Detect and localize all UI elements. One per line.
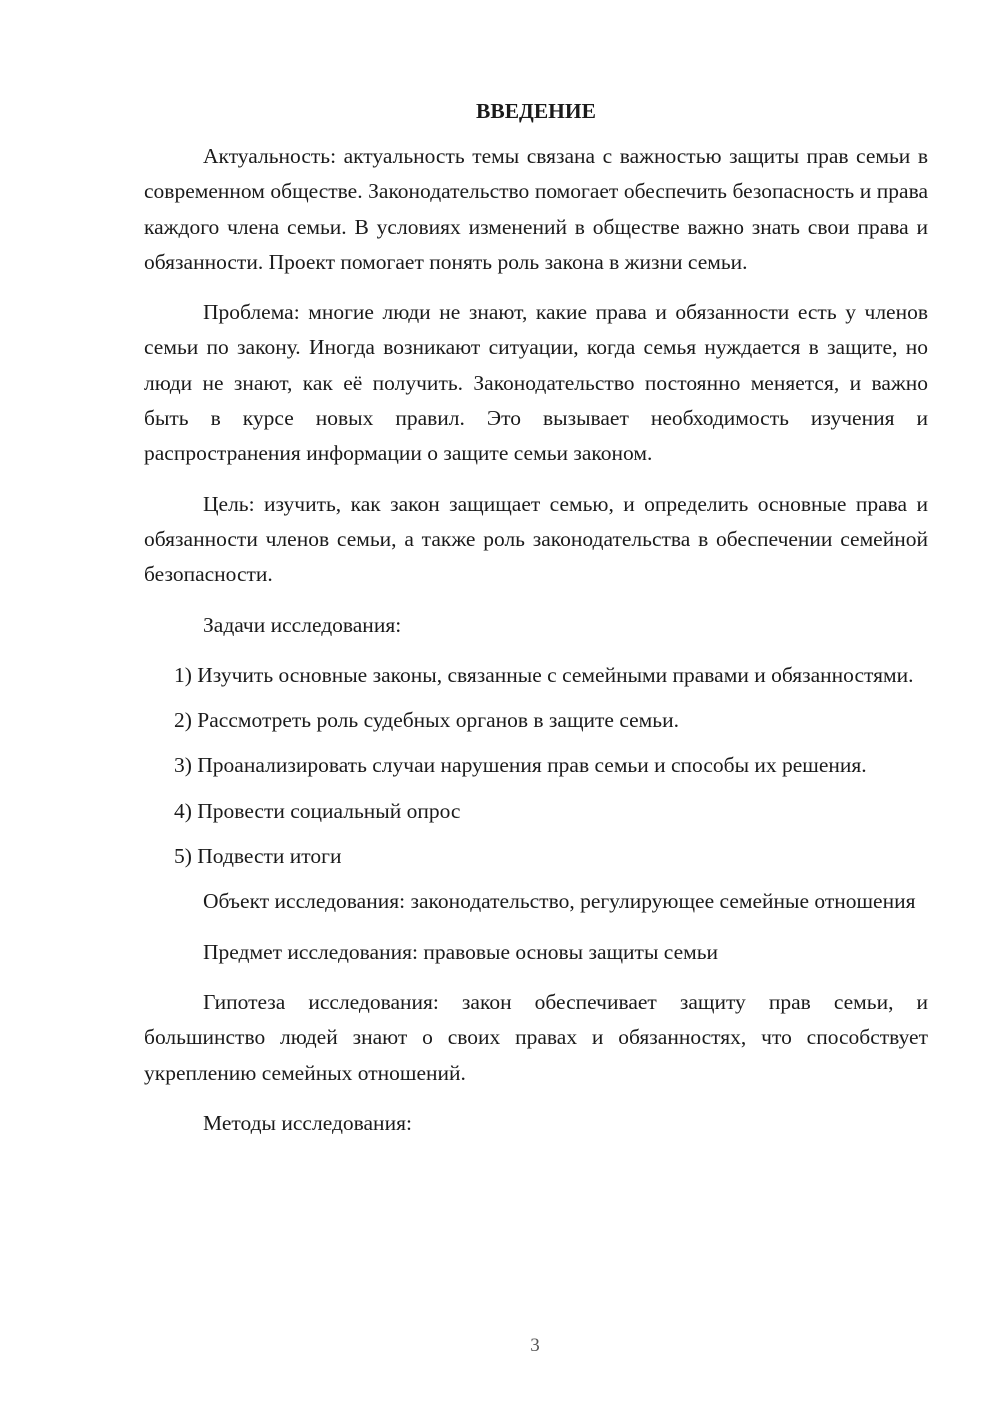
methods-heading: Методы исследования: xyxy=(203,1110,412,1135)
section-title: ВВЕДЕНИЕ xyxy=(476,99,596,123)
list-item: 3) Проанализировать случаи нарушения прав семьи и способы их решения. xyxy=(174,753,867,778)
tasks-heading: Задачи исследования: xyxy=(203,612,402,637)
page-body xyxy=(144,94,928,1156)
list-item: 5) Подвести итоги xyxy=(174,844,342,869)
paragraph-hypothesis: Гипотеза исследования: закон обеспечивает защиту прав семьи, и большинство людей знают о своих правах и обязанностях, что способствует укреплению семейных отношений. xyxy=(144,989,928,1085)
paragraph-subject: Предмет исследования: правовые основы защиты семьи xyxy=(203,939,719,964)
list-item: 2) Рассмотреть роль судебных органов в защите семьи. xyxy=(174,708,679,733)
paragraph-object: Объект исследования: законодательство, регулирующее семейные отношения xyxy=(203,889,916,914)
paragraph-relevance: Актуальность: актуальность темы связана с важностью защиты прав семьи в современном обществе. Законодательство помогает обеспечить безопасность и права каждого члена семьи. В условиях изменений в обществе важно знать свои права и обязанности. Проект помогает понять роль закона в жизни семьи. xyxy=(144,144,928,274)
paragraph-problem: Проблема: многие люди не знают, какие права и обязанности есть у членов семьи по закону. Иногда возникают ситуации, когда семья нуждается в защите, но люди не знают, как её получить. Законодательство постоянно меняется, и важно быть в курсе новых правил. Это вызывает необходимость изучения и распространения информации о защите семьи законом. xyxy=(144,300,928,466)
paragraph-goal: Цель: изучить, как закон защищает семью, и определить основные права и обязанности членов семьи, а также роль законодательства в обеспечении семейной безопасности. xyxy=(144,491,928,587)
list-item: 4) Провести социальный опрос xyxy=(174,798,461,823)
list-item: 1) Изучить основные законы, связанные с семейными правами и обязанностями. xyxy=(174,662,914,687)
page-number: 3 xyxy=(530,1335,540,1356)
